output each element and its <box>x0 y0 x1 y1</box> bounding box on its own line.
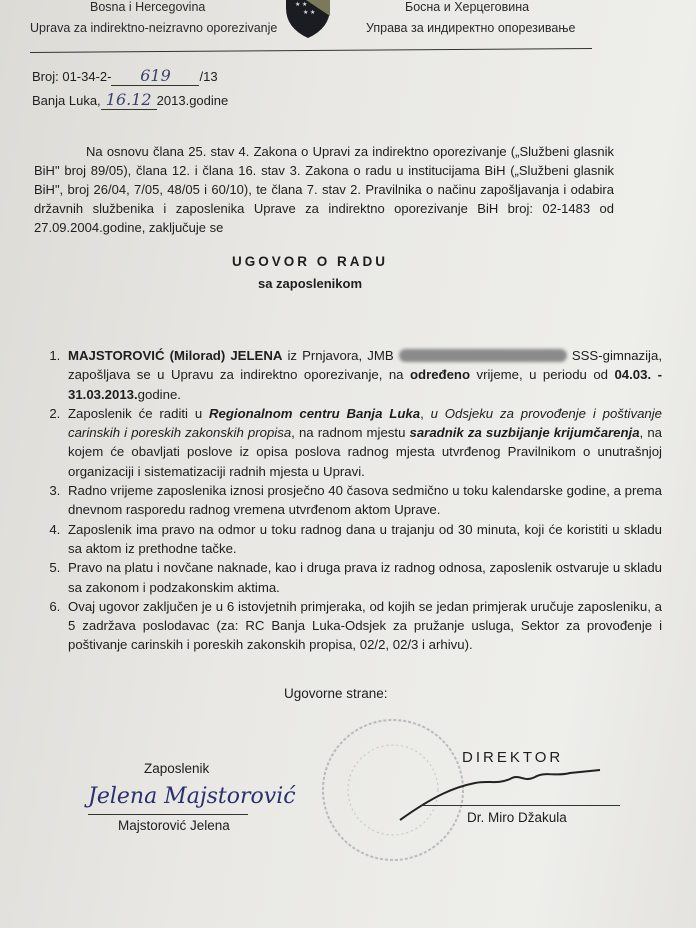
preamble: Na osnovu člana 25. stav 4. Zakona o Upravi za indirektno oporezivanje („Službeni glasnik BiH" broj 89/05), člana 12. i člana 16. stav 3. Zakona o radu u institucijama BiH („Službeni glasnik BiH", broj 26/04, 7/05, 48/05 i 60/10), te člana 7. stav 2. Pravilnika o načinu zapošljavanja i odabira državnih službenika i zaposlenika Uprave za indirektno oporezivanje BiH broj: 02-1483 od 27.09.2004.godine, zaključuje se <box>34 144 614 235</box>
clause-text: MAJSTOROVIĆ (Milorad) JELENA <box>68 348 283 363</box>
header-country-cyrillic: Босна и Херцеговина <box>405 0 530 14</box>
clause-text: godine. <box>137 386 181 402</box>
contract-clauses <box>20 346 662 655</box>
clause-text: , na kojem će obavljati poslove iz opisa poslova radnog mjesta utvrđenog Pravilnikom o unutrašnjoj organizaciji i sistematizaciji radnih mjesta u Upravi. <box>68 425 662 479</box>
number-prefix: Broj: 01-34-2- <box>32 69 112 84</box>
header-divider <box>30 48 592 53</box>
clause-text: u Odsjeku za provođenje i poštivanje carinskih i poreskih zakonskih propisa <box>68 405 663 441</box>
director-name: Dr. Miro Džakula <box>467 810 567 825</box>
clause-1 <box>64 346 662 404</box>
date-handwritten: 16.12 <box>101 90 157 110</box>
clause-text: određeno <box>409 367 471 383</box>
clause-text: SSS-gimnazija, zapošljava se u Upravu za indirektno oporezivanje, na <box>68 348 662 383</box>
clause-2 <box>64 404 662 481</box>
number-handwritten: 619 <box>111 66 199 86</box>
date-suffix: 2013.godine <box>156 93 229 108</box>
coat-of-arms-icon <box>283 0 333 38</box>
parties-label: Ugovorne strane: <box>284 686 388 701</box>
document-title: UGOVOR O RADU <box>231 254 388 269</box>
clause-text: Radno vrijeme zaposlenika iznosi prosječno 40 časova sedmično u toku kalendarske godine, a prema dnevnom rasporedu radnog vremena utvrđenom aktom Uprave. <box>68 483 662 518</box>
employee-label: Zaposlenik <box>144 761 210 776</box>
document-subtitle: sa zaposlenikom <box>257 276 363 291</box>
employee-signature: Jelena Majstorović <box>88 784 296 809</box>
employee-name: Majstorović Jelena <box>118 818 230 833</box>
clause-3 <box>64 481 662 520</box>
document-place-date <box>32 90 228 110</box>
clause-text: , na radnom mjestu <box>291 425 410 441</box>
clause-5 <box>64 558 662 597</box>
clause-text: Zaposlenik ima pravo na odmor u toku radnog dana u trajanju od 30 minuta, koji će koristiti u skladu sa aktom iz prethodne tačke. <box>68 521 662 556</box>
redacted-jmb <box>399 349 567 362</box>
clause-text: Ovaj ugovor zaključen je u 6 istovjetnih primjeraka, od kojih se jedan primjerak uručuje zaposleniku, a 5 zadržava poslodavac (za: RC Banja Luka-Odsjek za pružanje usluga, Sektor za provođenje i poštivanje carinskih i poreskih zakonskih propisa, 02/2, 02/3 i arhivu). <box>68 598 662 653</box>
clause-text: iz Prnjavora, JMB <box>282 348 399 363</box>
director-label: DIREKTOR <box>462 749 564 766</box>
clause-text: 04.03. - 31.03.2013. <box>68 367 662 402</box>
clause-text: , <box>420 405 431 421</box>
header-country-latin: Bosna i Hercegovina <box>90 0 206 14</box>
svg-text:★ ★: ★ ★ <box>303 10 316 16</box>
clause-text: vrijeme, u periodu od <box>470 367 615 383</box>
svg-text:★ ★: ★ ★ <box>295 2 308 8</box>
clause-text: Regionalnom centru Banja Luka <box>209 405 421 421</box>
place: Banja Luka, <box>32 93 101 108</box>
employee-signature-line <box>88 814 248 815</box>
header-agency-latin: Uprava za indirektno-neizravno oporezivanje <box>30 21 278 35</box>
document-number <box>32 66 218 86</box>
header-agency-cyrillic: Управа за индиректно опорезивање <box>366 21 576 35</box>
clause-text: Pravo na platu i novčane naknade, kao i druga prava iz radnog odnosa, zaposlenik ostvaruje u skladu sa zakonom i podzakonskim aktima. <box>68 560 662 595</box>
number-suffix: /13 <box>199 69 218 84</box>
clause-4 <box>64 520 662 559</box>
clause-6 <box>64 597 662 655</box>
clause-text: saradnik za suzbijanje krijumčarenja <box>409 425 640 441</box>
director-signature-line <box>420 805 620 806</box>
clause-text: Zaposlenik će raditi u <box>68 405 209 421</box>
